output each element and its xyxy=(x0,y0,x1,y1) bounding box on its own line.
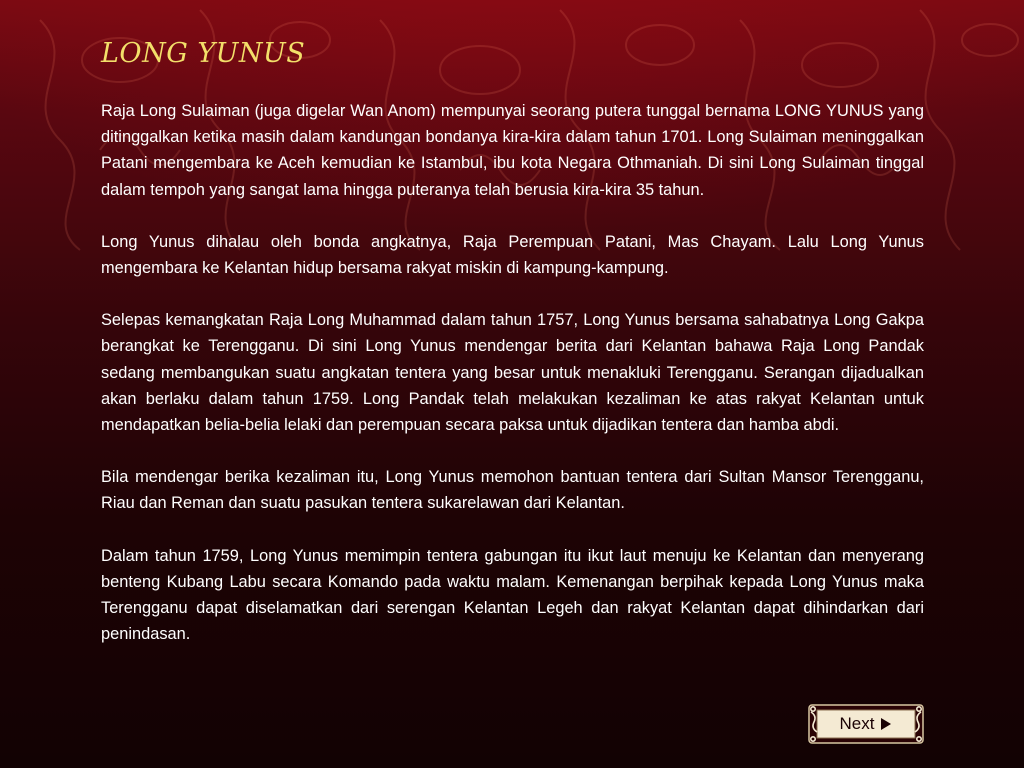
paragraph: Dalam tahun 1759, Long Yunus memimpin tentera gabungan itu ikut laut menuju ke Kelantan dan menyerang benteng Kubang Labu secara Komando pada waktu malam. Kemenangan berpihak kepada Long Yunus maka Terengganu dapat diselamatkan dari serengan Kelantan Legeh dan rakyat Kelantan dapat dihindarkan dari penindasan. xyxy=(101,546,924,644)
paragraph: Bila mendengar berika kezaliman itu, Long Yunus memohon bantuan tentera dari Sultan Mansor Terengganu, Riau dan Reman dan suatu pasukan tentera sukarelawan dari Kelantan. xyxy=(101,468,924,513)
play-arrow-icon xyxy=(880,717,892,731)
paragraph: Long Yunus dihalau oleh bonda angkatnya, Raja Perempuan Patani, Mas Chayam. Lalu Long Yunus mengembara ke Kelantan hidup bersama rakyat miskin di kampung-kampung. xyxy=(101,232,924,278)
paragraph: Raja Long Sulaiman (juga digelar Wan Anom) mempunyai seorang putera tunggal bernama LONG YUNUS yang ditinggalkan ketika masih dalam kandungan bondanya kira-kira dalam tahun 1701. Long Sulaiman meninggalkan Patani mengembara ke Aceh kemudian ke Istambul, ibu kota Negara Othmaniah. Di sini Long Sulaiman tinggal dalam tempoh yang sangat lama hingga puteranya telah berusia kira-kira 35 tahun. xyxy=(101,102,924,199)
next-button[interactable] xyxy=(808,704,924,744)
next-button-label: Next xyxy=(839,714,875,733)
article-body xyxy=(101,98,924,673)
page-title: LONG YUNUS xyxy=(101,38,306,69)
paragraph: Selepas kemangkatan Raja Long Muhammad dalam tahun 1757, Long Yunus bersama sahabatnya Long Gakpa berangkat ke Terengganu. Di sini Long Yunus mendengar berita dari Kelantan bahawa Raja Long Pandak sedang membangukan suatu angkatan tentera yang besar untuk menakluki Terengganu. Serangan dijadualkan akan berlaku dalam tahun 1759. Long Pandak telah melakukan kezaliman ke atas rakyat Kelantan untuk mendapatkan belia-belia lelaki dan perempuan secara paksa untuk dijadikan tentera dan hamba abdi. xyxy=(101,311,924,435)
